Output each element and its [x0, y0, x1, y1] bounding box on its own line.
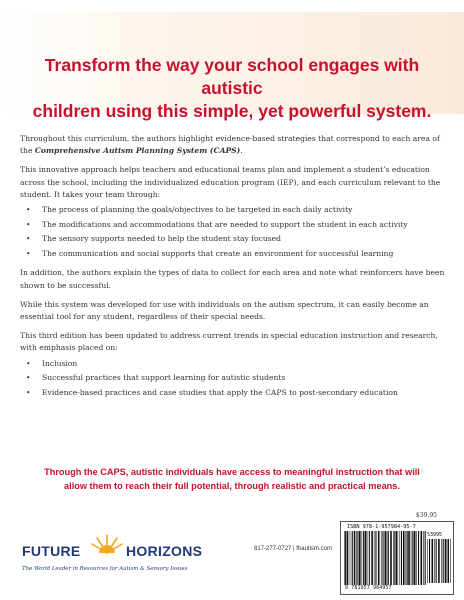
- list-item-text: The modifications and accommodations that are needed to support the student in each activity: [42, 219, 408, 229]
- bullet-icon: •: [26, 387, 31, 397]
- list-item: [20, 204, 448, 216]
- barcode-bar: [416, 531, 417, 585]
- sun-icon: [90, 533, 124, 555]
- barcode-bar: [447, 539, 448, 583]
- caps-title: Comprehensive Autism Planning System (CAPS): [34, 146, 241, 156]
- barcode-bar: [387, 531, 388, 585]
- barcode-bar: [347, 531, 349, 585]
- bullet-icon: •: [26, 205, 31, 215]
- bullet-icon: •: [26, 234, 31, 244]
- logo-word-future: FUTURE: [22, 543, 81, 559]
- barcode-bar: [371, 531, 373, 585]
- bullet-icon: •: [26, 219, 31, 229]
- barcode-bar: [403, 531, 405, 585]
- barcode-bar: [425, 531, 426, 585]
- barcode-bar: [363, 531, 364, 585]
- list-item: [20, 387, 448, 399]
- barcode-bar: [356, 531, 357, 585]
- barcode: [340, 521, 454, 595]
- closing-line-1: Through the CAPS, autistic individuals have access to meaningful instruction that will: [44, 467, 420, 477]
- hero-headline: [14, 54, 450, 123]
- paragraph-edition: This third edition has been updated to address current trends in special education instruction and research, with emphasis placed on:: [20, 331, 438, 353]
- barcode-bar: [350, 531, 351, 585]
- barcode-bar: [396, 531, 398, 585]
- list-item-text: The process of planning the goals/objectives to be targeted in each daily activity: [42, 205, 353, 215]
- publisher-logo: [22, 539, 222, 587]
- description: [20, 133, 448, 406]
- barcode-bar: [362, 531, 363, 585]
- barcode-bar: [382, 531, 383, 585]
- closing-line-2: allow them to reach their full potential, through realistic and practical means.: [64, 480, 400, 491]
- barcode-bar: [434, 539, 435, 583]
- closing-statement: [20, 466, 444, 493]
- bullet-icon: •: [26, 249, 31, 259]
- bullet-list-team: [20, 204, 448, 260]
- isbn-text: ISBN 978-1-957984-95-7: [347, 524, 416, 530]
- barcode-bar: [408, 531, 410, 585]
- list-item-text: The communication and social supports that create an environment for successful learning: [42, 249, 394, 259]
- barcode-bar: [390, 531, 392, 585]
- list-item-text: Successful practices that support learning for autistic students: [42, 373, 286, 383]
- barcode-bar: [354, 531, 356, 585]
- barcode-bar: [423, 531, 424, 585]
- paragraph-spectrum: While this system was developed for use with individuals on the autism spectrum, it can easily become an essential tool for any student, regardless of their special needs.: [20, 299, 429, 321]
- publisher-contact: 817-277-0727 | fhautism.com: [254, 546, 332, 552]
- barcode-bar: [432, 539, 434, 583]
- barcode-bar: [367, 531, 368, 585]
- intro-text: Throughout this curriculum, the authors highlight evidence-based strategies that correspond to each area of the: [20, 134, 440, 156]
- paragraph-intro: [20, 133, 448, 157]
- barcode-bar: [401, 531, 402, 585]
- barcode-bar: [378, 531, 380, 585]
- barcode-bars: [344, 531, 426, 585]
- barcode-bar: [407, 531, 408, 585]
- list-item: [20, 358, 448, 370]
- bullet-list-emphasis: [20, 358, 448, 400]
- paragraph-approach: This innovative approach helps teachers and educational teams plan and implement a student’s education across the school, including the individualized education program (IEP), and each curriculum relevant to the student. It takes your team through:: [20, 165, 441, 199]
- barcode-bar: [412, 531, 413, 585]
- barcode-bar: [369, 531, 370, 585]
- barcode-bar: [399, 531, 400, 585]
- barcode-bar: [345, 531, 346, 585]
- list-item: [20, 372, 448, 384]
- barcode-bar: [374, 531, 375, 585]
- publisher-tagline: The World Leader in Resources for Autism & Sensory Issues: [22, 566, 188, 572]
- barcode-bar: [385, 531, 387, 585]
- barcode-bar: [352, 531, 353, 585]
- barcode-bar: [359, 531, 361, 585]
- barcode-bar: [450, 539, 451, 583]
- hero-line-2: children using this simple, yet powerful system.: [32, 101, 432, 121]
- barcode-digits: 9 781957 984957: [345, 585, 392, 591]
- list-item-text: Evidence-based practices and case studies that apply the CAPS to post-secondary education: [42, 387, 398, 397]
- list-item: [20, 233, 448, 245]
- barcode-bar: [394, 531, 395, 585]
- barcode-bar: [357, 531, 358, 585]
- barcode-bar: [414, 531, 416, 585]
- logo-word-horizons: HORIZONS: [126, 543, 203, 559]
- hero-line-1: Transform the way your school engages with autistic: [44, 55, 420, 98]
- barcode-bar: [441, 539, 442, 583]
- price-addon-code: 53995: [427, 532, 443, 538]
- paragraph-data: In addition, the authors explain the types of data to collect for each area and note what reinforcers have been shown to be successful.: [20, 268, 445, 290]
- barcode-bar: [448, 539, 449, 583]
- barcode-bar: [445, 539, 447, 583]
- bullet-icon: •: [26, 373, 31, 383]
- barcode-bar: [388, 531, 389, 585]
- barcode-bar: [443, 539, 444, 583]
- barcode-bar: [406, 531, 407, 585]
- barcode-bar: [375, 531, 376, 585]
- barcode-bar: [436, 539, 437, 583]
- bullet-icon: •: [26, 358, 31, 368]
- barcode-bar: [344, 531, 345, 585]
- barcode-bar: [411, 531, 412, 585]
- barcode-bar: [365, 531, 367, 585]
- intro-end: .: [240, 146, 243, 156]
- list-item-text: The sensory supports needed to help the student stay focused: [42, 234, 282, 244]
- barcode-bar: [438, 539, 440, 583]
- list-item: [20, 219, 448, 231]
- barcode-bar: [427, 539, 428, 583]
- price-label: $39.95: [416, 512, 437, 519]
- barcode-bar: [421, 531, 423, 585]
- barcode-bar: [429, 539, 430, 583]
- barcode-bar: [393, 531, 394, 585]
- list-item-text: Inclusion: [42, 358, 78, 368]
- barcode-bar: [418, 531, 419, 585]
- addon-barcode-bars: [427, 539, 451, 583]
- barcode-bar: [381, 531, 382, 585]
- list-item: [20, 248, 448, 260]
